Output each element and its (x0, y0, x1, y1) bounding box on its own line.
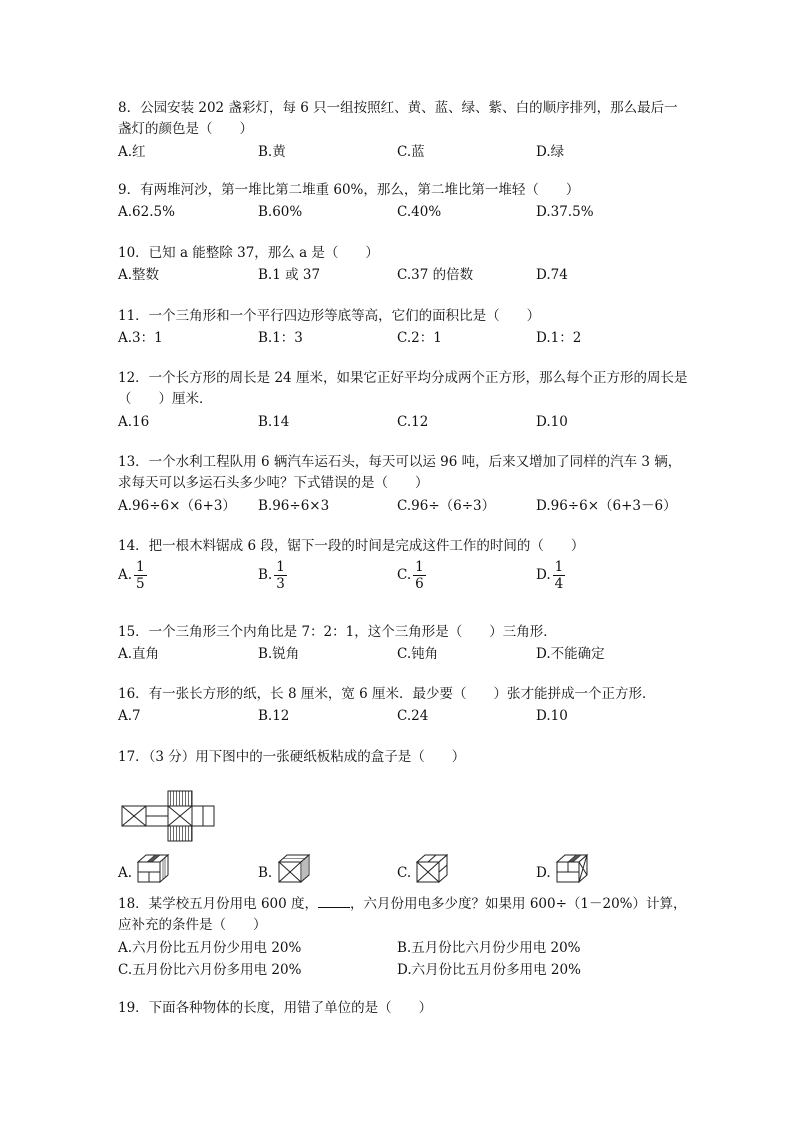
numerator: 1 (415, 559, 424, 575)
option-a[interactable]: A.六月份比五月份少用电 20% (118, 940, 302, 956)
option-a[interactable] (118, 852, 170, 884)
question-stem: 14．把一根木料锯成 6 段，锯下一段的时间是完成这件工作的时间的（ ） (118, 538, 585, 554)
option-d[interactable]: D.10 (536, 414, 568, 430)
question-15 (118, 622, 688, 665)
question-17-options (118, 852, 688, 888)
question-stem: 8．公园安装 202 盏彩灯，每 6 只一组按照红、黄、蓝、绿、紫、白的顺序排列，那么最后一盏灯的颜色是（ ） (118, 100, 678, 137)
options-row (118, 495, 688, 517)
question-stem: 12．一个长方形的周长是 24 厘米，如果它正好平均分成两个正方形，那么每个正方形的周长是（ ）厘米． (118, 370, 688, 407)
cube-b-icon (277, 852, 311, 884)
option-d[interactable]: D.六月份比五月份多用电 20% (397, 962, 581, 978)
options-row (118, 201, 688, 223)
options-row (118, 411, 688, 433)
options-row (118, 852, 688, 888)
question-17 (118, 747, 688, 768)
denominator: 3 (276, 576, 285, 592)
question-10 (118, 243, 688, 286)
cube-d-icon (555, 852, 589, 884)
option-c[interactable]: C.12 (397, 414, 429, 430)
denominator: 4 (554, 576, 564, 592)
cube-c-icon (415, 852, 449, 884)
option-b[interactable] (258, 559, 287, 592)
numerator: 1 (276, 559, 285, 575)
question-stem: 9．有两堆河沙，第一堆比第二堆重 60%，那么，第二堆比第一堆轻（ ） (118, 182, 580, 198)
option-c[interactable] (397, 559, 426, 592)
question-19 (118, 998, 688, 1019)
option-c[interactable]: C.96÷（6÷3） (397, 498, 496, 514)
option-c[interactable]: C.24 (397, 708, 429, 724)
option-d[interactable]: D.10 (536, 708, 568, 724)
option-d[interactable]: D.绿 (536, 144, 565, 160)
option-b[interactable] (258, 852, 311, 884)
option-c[interactable]: C.40% (397, 204, 442, 220)
option-b[interactable]: B.96÷6×3 (258, 498, 330, 514)
question-stem: 10．已知 a 能整除 37，那么 a 是（ ） (118, 245, 379, 261)
numerator: 1 (136, 559, 145, 575)
option-a[interactable]: A.7 (118, 708, 141, 724)
question-stem: 16．有一张长方形的纸，长 8 厘米，宽 6 厘米．最少要（ ）张才能拼成一个正方形． (118, 686, 656, 702)
option-c[interactable]: C.五月份比六月份多用电 20% (118, 962, 302, 978)
fraction (274, 559, 287, 592)
option-d[interactable]: D.不能确定 (536, 646, 605, 662)
option-d[interactable]: D.74 (536, 267, 568, 283)
option-d[interactable] (536, 852, 589, 884)
question-16 (118, 684, 688, 727)
fraction (413, 559, 426, 592)
options-row (118, 937, 688, 959)
fraction (553, 559, 566, 592)
option-a[interactable]: A.96÷6×（6+3） (118, 498, 236, 514)
question-8 (118, 98, 688, 163)
option-b[interactable]: B.锐角 (258, 646, 300, 662)
question-9 (118, 180, 688, 223)
options-row (118, 141, 688, 163)
question-13 (118, 452, 688, 517)
option-c[interactable]: C.37 的倍数 (397, 267, 474, 283)
option-letter: D. (536, 567, 551, 583)
box-net-figure (121, 790, 217, 842)
options-row (118, 559, 688, 595)
option-letter: C. (397, 865, 412, 881)
denominator: 5 (136, 576, 145, 592)
option-a[interactable] (118, 559, 147, 592)
option-letter: B. (258, 865, 273, 881)
option-c[interactable] (397, 852, 449, 884)
stem-part-2: ，六月份用电多少度？如果用 600÷（1－20%）计算，应补充的条件是（ ） (118, 896, 687, 933)
option-letter: C. (397, 567, 412, 583)
options-row (118, 643, 688, 665)
question-stem: 17．（3 分）用下图中的一张硬纸板粘成的盒子是（ ） (118, 749, 466, 765)
question-stem: 19．下面各种物体的长度，用错了单位的是（ ） (118, 1000, 433, 1016)
option-letter: A. (118, 865, 133, 881)
question-14 (118, 536, 688, 595)
option-b[interactable]: B.12 (258, 708, 290, 724)
option-d[interactable]: D.1：2 (536, 330, 582, 346)
options-row (118, 705, 688, 727)
option-a[interactable]: A.整数 (118, 267, 160, 283)
fraction (134, 559, 147, 592)
option-letter: A. (118, 567, 133, 583)
option-c[interactable]: C.钝角 (397, 646, 439, 662)
question-18 (118, 894, 688, 981)
option-b[interactable]: B.60% (258, 204, 303, 220)
option-letter: D. (536, 865, 551, 881)
option-d[interactable]: D.96÷6×（6+3－6） (536, 498, 677, 514)
question-stem: 15．一个三角形三个内角比是 7：2：1，这个三角形是（ ）三角形． (118, 624, 557, 640)
question-stem: 11．一个三角形和一个平行四边形等底等高，它们的面积比是（ ） (118, 308, 541, 324)
options-row (118, 264, 688, 286)
stem-part-1: 18．某学校五月份用电 600 度， (118, 896, 319, 912)
answer-blank[interactable] (318, 895, 350, 908)
option-c[interactable]: C.蓝 (397, 144, 425, 160)
option-d[interactable]: D.37.5% (536, 204, 594, 220)
question-11 (118, 306, 688, 349)
option-c[interactable]: C.2：1 (397, 330, 442, 346)
option-b[interactable]: B.五月份比六月份少用电 20% (397, 940, 581, 956)
option-b[interactable]: B.14 (258, 414, 290, 430)
option-b[interactable]: B.黄 (258, 144, 286, 160)
option-b[interactable]: B.1：3 (258, 330, 303, 346)
question-12 (118, 368, 688, 433)
numerator: 1 (554, 559, 564, 575)
options-row (118, 959, 688, 981)
options-row (118, 327, 688, 349)
option-a[interactable]: A.3：1 (118, 330, 163, 346)
option-a[interactable]: A.直角 (118, 646, 160, 662)
option-a[interactable]: A.红 (118, 144, 146, 160)
question-stem (118, 894, 688, 936)
option-a[interactable]: A.62.5% (118, 204, 175, 220)
option-letter: B. (258, 567, 273, 583)
cube-a-icon (136, 852, 170, 884)
question-stem: 13．一个水利工程队用 6 辆汽车运石头，每天可以运 96 吨，后来又增加了同样的汽车 3 辆，求每天可以多运石头多少吨？下式错误的是（ ） (118, 454, 682, 491)
option-d[interactable] (536, 559, 565, 592)
option-b[interactable]: B.1 或 37 (258, 267, 321, 283)
denominator: 6 (415, 576, 424, 592)
option-a[interactable]: A.16 (118, 414, 150, 430)
